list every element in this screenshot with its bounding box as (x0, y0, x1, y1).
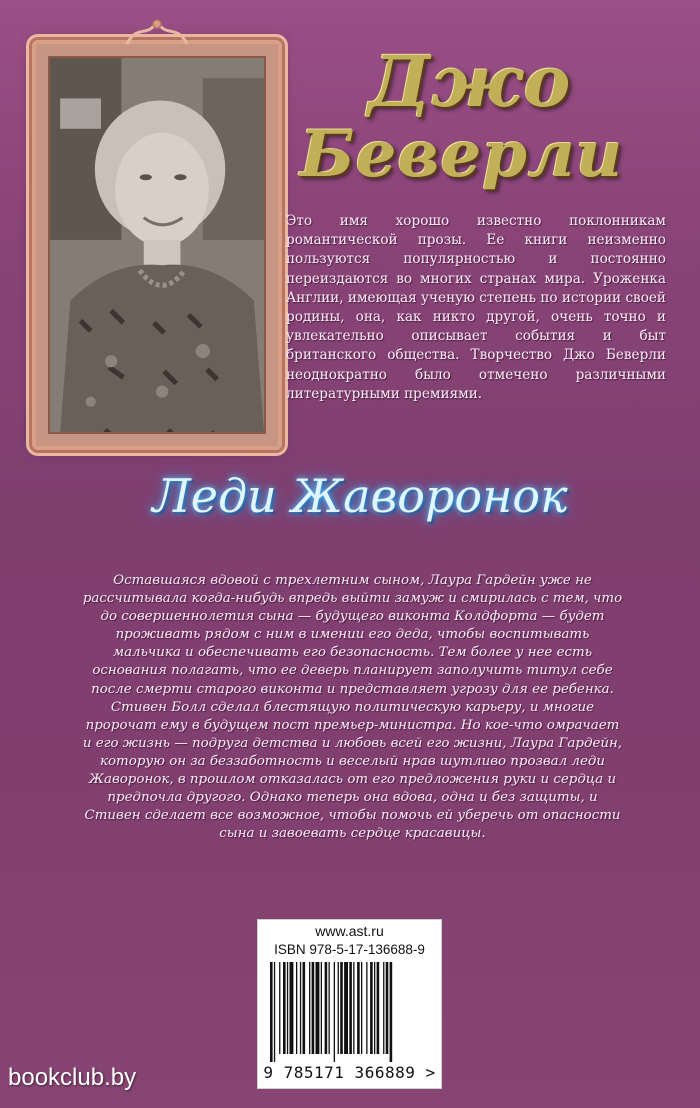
barcode-digits: 9 785171 366889 > (263, 1063, 436, 1082)
author-bio: Это имя хорошо известно поклонникам романтической прозы. Ее книги неизменно пользуются популярностью и постоянно переиздаются во многих странах мира. Уроженка Англии, имеющая ученую степень по истории своей родины, она, как никто другой, очень точно и увлекательно описывает события и быт британского общества. Творчество Джо Беверли неоднократно было отмечено различными литературными премиями. (286, 213, 666, 402)
synopsis-paragraph: Оставшаяся вдовой с трехлетним сыном, Лаура Гардейн уже не рассчитывала когда-нибудь впредь выйти замуж и смирилась с тем, что до совершеннолетия сына — будущего виконта Колдфорта — будет проживать рядом с ним в имении его деда, чтобы воспитывать мальчика и обеспечивать его безопасность. Тем более у нее есть основания полагать, что ее деверь планирует заполучить титул себе после смерти старого виконта и представляет угрозу для ее ребенка. (82, 573, 623, 697)
portrait-frame (32, 40, 282, 450)
isbn-text: ISBN 978-5-17-136688-9 (274, 942, 425, 957)
book-title: Леди Жаворонок (152, 469, 568, 523)
barcode-image (268, 962, 433, 1062)
book-synopsis (80, 572, 625, 843)
frame-ornament-icon (122, 18, 192, 46)
author-first-name: Джо (368, 40, 572, 123)
author-portrait-image (50, 58, 264, 432)
publisher-url: www.ast.ru (315, 923, 384, 939)
barcode-panel (257, 919, 442, 1089)
author-photo (48, 56, 266, 434)
author-name (290, 40, 680, 192)
synopsis-paragraph: Стивен Болл сделал блестящую политическую карьеру, и многие пророчат ему в будущем пост премьер-министра. Но кое-что омрачает и его жизнь — подруга детства и любовь всей его жизни, Лаура Гардейн, которую он за беззаботность и веселый нрав шутливо прозвал леди Жаворонок, в прошлом отказалась от его предложения руки и сердца и предпочла другого. Однако теперь она вдова, одна и без защиты, и Стивен сделает все возможное, чтобы помочь ей уберечь от опасности сына и завоевать сердце красавицы. (82, 699, 623, 842)
author-last-name: Беверли (300, 117, 624, 192)
watermark: bookclub.by (8, 1064, 137, 1091)
